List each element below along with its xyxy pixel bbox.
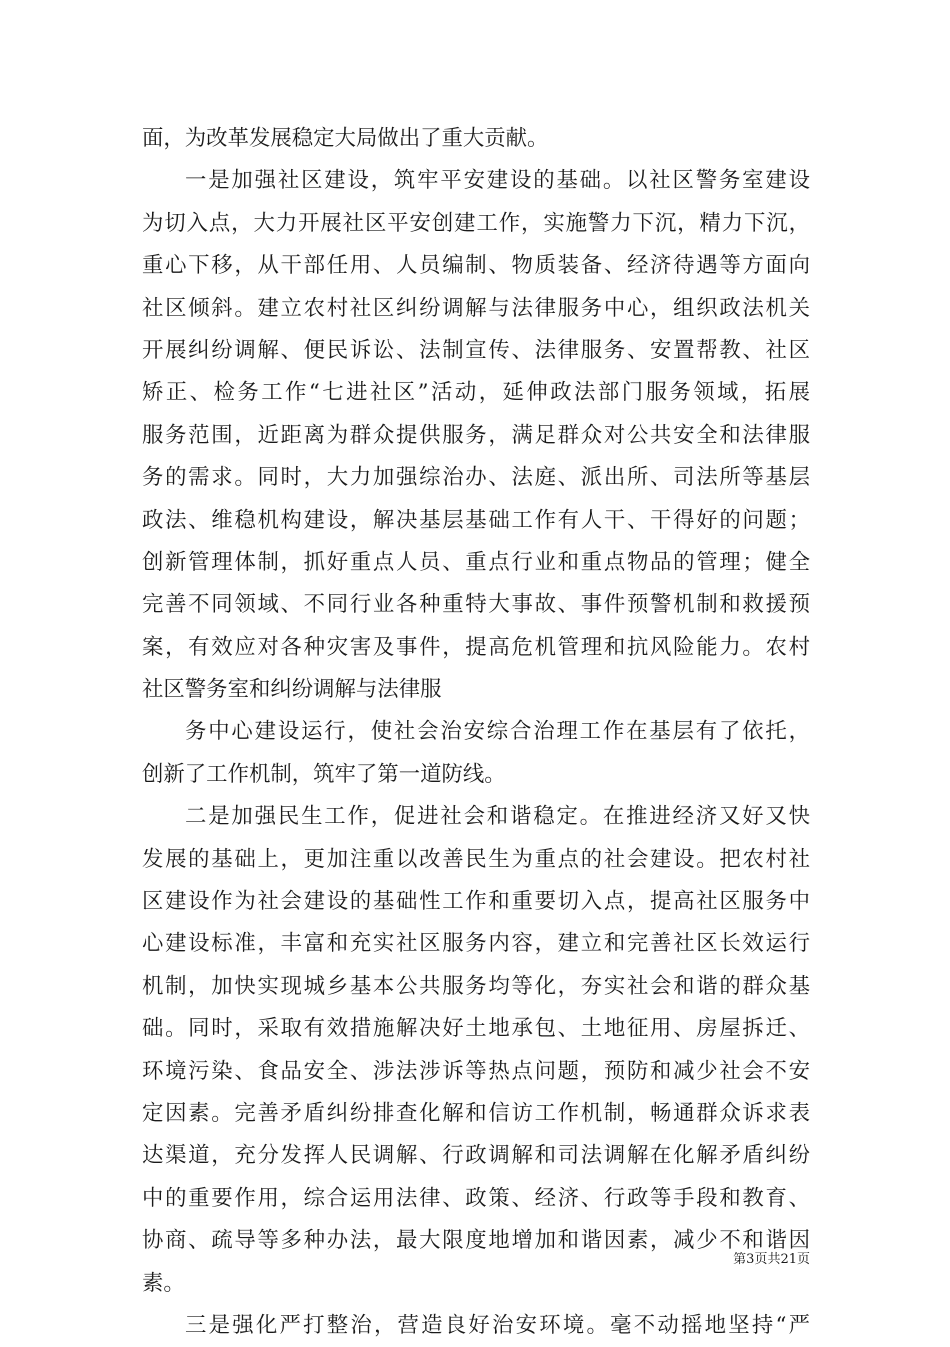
text-line: 发展的基础上，更加注重以改善民生为重点的社会建设。把农村社 [142, 846, 810, 872]
text-line: 服务范围，近距离为群众提供服务，满足群众对公共安全和法律服 [142, 422, 810, 448]
text-line: 心建设标准，丰富和充实社区服务内容，建立和完善社区长效运行 [142, 931, 810, 957]
text-line: 一是加强社区建设，筑牢平安建设的基础。以社区警务室建设 [185, 168, 810, 194]
text-line: 矫正、检务工作“七进社区”活动，延伸政法部门服务领域，拓展 [142, 380, 810, 406]
text-line: 础。同时，采取有效措施解决好土地承包、土地征用、房屋拆迁、 [142, 1016, 810, 1042]
text-line: 务中心建设运行，使社会治安综合治理工作在基层有了依托， [185, 719, 810, 745]
text-line: 三是强化严打整治，营造良好治安环境。毫不动摇地坚持“严 [185, 1312, 810, 1338]
text-line: 政法、维稳机构建设，解决基层基础工作有人干、干得好的问题； [142, 507, 810, 533]
text-line: 定因素。完善矛盾纠纷排查化解和信访工作机制，畅通群众诉求表 [142, 1100, 810, 1126]
text-line: 完善不同领域、不同行业各种重特大事故、事件预警机制和救援预 [142, 592, 810, 618]
text-line: 为切入点，大力开展社区平安创建工作，实施警力下沉，精力下沉， [142, 210, 810, 236]
text-line: 协商、疏导等多种办法，最大限度地增加和谐因素，减少不和谐因 [142, 1228, 810, 1254]
text-line: 环境污染、食品安全、涉法涉诉等热点问题，预防和减少社会不安 [142, 1058, 810, 1084]
text-line: 社区警务室和纠纷调解与法律服 [142, 677, 442, 703]
text-line: 案，有效应对各种灾害及事件，提高危机管理和抗风险能力。农村 [142, 634, 810, 660]
text-line: 中的重要作用，综合运用法律、政策、经济、行政等手段和教育、 [142, 1185, 810, 1211]
text-line: 社区倾斜。建立农村社区纠纷调解与法律服务中心，组织政法机关 [142, 295, 810, 321]
document-body [142, 118, 810, 1347]
text-line: 素。 [142, 1270, 185, 1296]
text-line: 创新管理体制，抓好重点人员、重点行业和重点物品的管理；健全 [142, 549, 810, 575]
text-line: 区建设作为社会建设的基础性工作和重要切入点，提高社区服务中 [142, 889, 810, 915]
page-number: 第3页共21页 [733, 1252, 810, 1267]
text-line: 重心下移，从干部任用、人员编制、物质装备、经济待遇等方面向 [142, 253, 810, 279]
text-line: 达渠道，充分发挥人民调解、行政调解和司法调解在化解矛盾纠纷 [142, 1143, 810, 1169]
text-line: 务的需求。同时，大力加强综治办、法庭、派出所、司法所等基层 [142, 465, 810, 491]
text-line: 面，为改革发展稳定大局做出了重大贡献。 [142, 126, 549, 151]
text-line: 二是加强民生工作，促进社会和谐稳定。在推进经济又好又快 [185, 804, 810, 830]
text-line: 开展纠纷调解、便民诉讼、法制宣传、法律服务、安置帮教、社区 [142, 337, 810, 363]
text-line: 创新了工作机制，筑牢了第一道防线。 [142, 761, 506, 787]
text-line: 机制，加快实现城乡基本公共服务均等化，夯实社会和谐的群众基 [142, 973, 810, 999]
